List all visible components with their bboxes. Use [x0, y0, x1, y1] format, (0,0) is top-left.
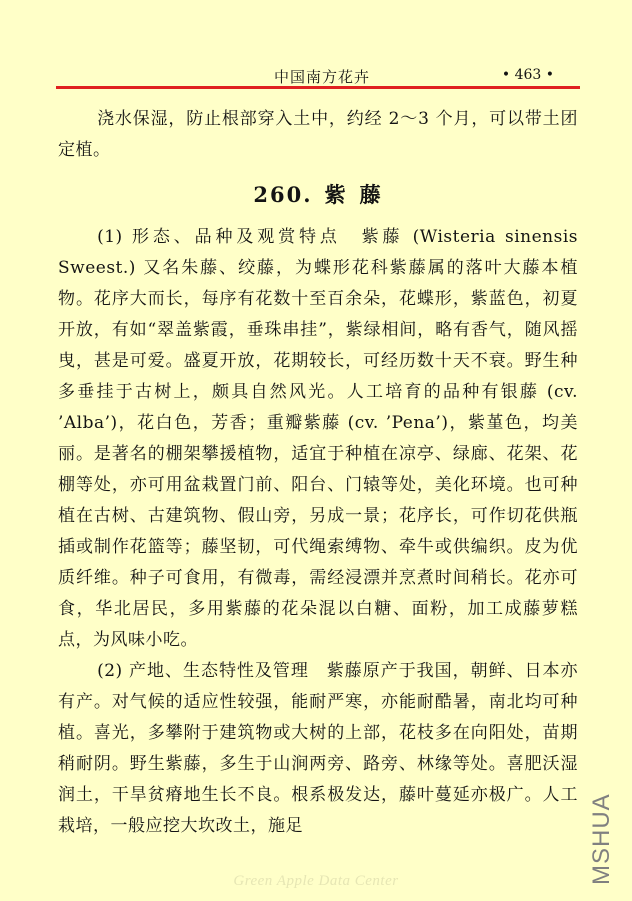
intro-paragraph: 浇水保湿，防止根部穿入土中，约经 2～3 个月，可以带土团定植。 [58, 109, 578, 160]
paragraph-morphology: (1) 形态、品种及观赏特点 紫藤 (Wisteria sinensis Sweest.) 又名朱藤、绞藤，为蝶形花科紫藤属的落叶大藤本植物。花序大而长，每序有花数十至百余朵，花蝶形，紫蓝色，初夏开放，有如“翠盖紫霞，垂珠串挂”，紫绿相间，略有香气，随风摇曳，甚是可爱。盛夏开放，花期较长，可经历数十天不衰。野生种多垂挂于古树上，颇具自然风光。人工培育的品种有银藤 (cv. ’Alba’)，花白色，芳香；重瓣紫藤 (cv. ’Pena’)，紫堇色，均美丽。是著名的棚架攀援植物，适宜于种植在凉亭、绿廊、花架、花棚等处，亦可用盆栽置门前、阳台、门辕等处，美化环境。也可种植在古树、古建筑物、假山旁，另成一景；花序长，可作切花供瓶插或制作花篮等；藤坚韧，可代绳索缚物、牵牛或供编织。皮为优质纤维。种子可食用，有微毒，需经浸漂并烹煮时间稍长。花亦可食，华北居民，多用紫藤的花朵混以白糖、面粉，加工成藤萝糕点，为风味小吃。 [58, 227, 578, 650]
paragraph-habitat: (2) 产地、生态特性及管理 紫藤原产于我国，朝鲜、日本亦有产。对气候的适应性较强，能耐严寒，亦能耐酷暑，南北均可种植。喜光，多攀附于建筑物或大树的上部，花枝多在向阳处，苗期稍耐阴。野生紫藤，多生于山涧两旁、路旁、林缘等处。喜肥沃湿润土，干旱贫瘠地生长不良。根系极发达，藤叶蔓延亦极广。人工栽培，一般应挖大坎改土，施足 [58, 661, 578, 836]
header-rule [56, 86, 580, 89]
section-name-second: 藤 [359, 182, 383, 207]
footer-watermark: Green Apple Data Center [233, 873, 399, 889]
page-body [58, 104, 578, 842]
page-number: • 463 • [501, 67, 554, 83]
section-name-first: 紫 [324, 182, 348, 207]
side-watermark: MSHUA [588, 793, 615, 885]
section-number: 260. [253, 182, 313, 207]
running-title: 中国南方花卉 [274, 68, 371, 86]
page-header [56, 62, 580, 88]
section-heading [58, 180, 578, 210]
